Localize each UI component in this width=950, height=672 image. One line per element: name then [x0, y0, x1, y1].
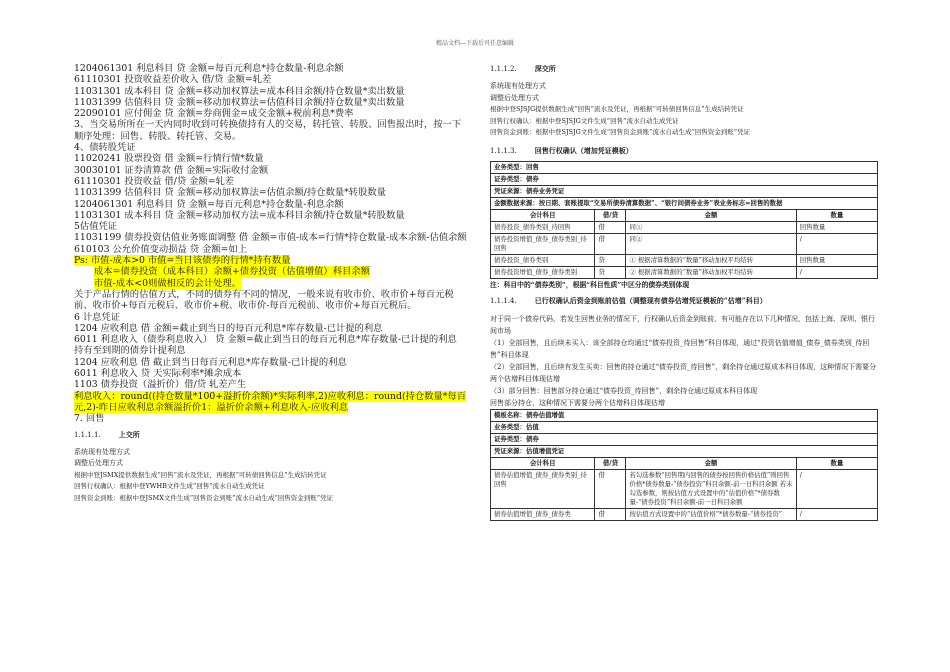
subsection-title: 上交所 [118, 429, 140, 439]
text-paragraph: （2）全部回售，且后续有发生买卖：回售的持仓通过“债券投资_待回售”，剩余持仓通过原成本科目体现，这种情况下需要分两个估增科目体现估增 [490, 362, 877, 383]
table-cell: / [796, 508, 877, 520]
text-paragraph: 3、当交易所所在一天内同时收到可转换债持有人的交易，转托管、转股、回售报出时，按一下顺序处理：回售、转股、转托管、交易。 [74, 119, 462, 142]
table-cell: / [796, 469, 877, 508]
text-line: 1204 应收利息 借 截止到当日每百元利息*库存数量-已计提的利息 [74, 356, 347, 368]
column-header: 会计科目 [491, 457, 595, 469]
column-header: 借/贷 [595, 457, 626, 469]
section-heading: 5估值凭证 [74, 221, 118, 233]
text-line: 6011 利息收入（债券利息收入） 贷 金额=截止到当日的每百元利息*库存数量-已计提的利息 [74, 334, 457, 346]
column-header: 金额 [626, 209, 796, 221]
table-note: 注：科目中的“债券类别”，根据“科目性质”中区分的债券类别体现 [490, 280, 690, 289]
table-cell: 回售数量 [796, 254, 877, 266]
valuation-template-table [490, 409, 878, 521]
table-header-row [491, 457, 878, 469]
table-cell: ① 根据清算数据的“数量”移动加权平均结转 [626, 254, 796, 266]
subsection-title: 已行权确认后资金到账前估值（调整现有债券估增凭证模板的“估增”科目） [534, 295, 767, 305]
column-header: 借/贷 [595, 209, 626, 221]
column-header: 会计科目 [491, 209, 595, 221]
table-cell: 贷 [595, 266, 626, 278]
subsection-title: 回售行权确认（增加凭证模板） [534, 145, 633, 155]
text-line: 1204061301 利息科目 贷 金额=每百元利息*持仓数量-利息余额 [74, 198, 344, 210]
subsection-title: 深交所 [534, 64, 556, 73]
section-heading: 6 计息凭证 [74, 311, 121, 323]
table-info-row: 证券类型：债券 [491, 433, 878, 445]
text-line: 11031301 成本科目 贷 金额=移动加权算法=成本科目余额/持仓数量*卖出数量 [74, 85, 405, 97]
table-info-row: 凭证来源：估值增值凭证 [491, 445, 878, 457]
text-line: 11031399 估值科目 贷 金额=移动加权算法=估值余额/持仓数量*转股数量 [74, 187, 386, 199]
table-cell: 借 [595, 233, 626, 254]
table-info-row: 凭证来源：债券业务凭证 [491, 185, 878, 197]
text-line: 调整后处理方式 [490, 93, 539, 102]
table-cell: 若勾选参数“回售期内回售的债券按回售价格估值”则回售价格*债券数量-“债券投资”科目余额-前一日科目余额 若未勾选参数，则按估值方式设置中的“估值价格”*债券数量-“债券投资”科目余额-前一日科目余额 [626, 469, 796, 508]
table-cell: / [796, 233, 877, 254]
text-paragraph: 对于同一个债券代码，若发生回售业务的情况下，行权确认后资金到账前，有可能存在以下几种情况，包括上海、深圳、银行间市场 [490, 314, 875, 335]
table-cell: 债券投资增值_债券_债券类别_待回售 [491, 233, 595, 254]
table-info-row: 模板名称：债券估值增值 [491, 409, 878, 421]
table-cell: 按估值方式设置中的“估值价格”*债券数量-“债券投资” [626, 508, 796, 520]
table-row [491, 221, 878, 233]
text-line: 回售资金到账：根据中登SJSJG文件生成“回售资金到账”流水自动生成“回售资金到账”凭证 [490, 128, 751, 136]
table-cell: 借 [595, 469, 626, 508]
table-row [491, 233, 878, 254]
highlight-line: 市值-成本<0则做相反的会计处理。 [94, 277, 242, 289]
text-line: 11031399 估值科目 贷 金额=移动加权算法=估值科目余额/持仓数量*卖出数量 [74, 96, 405, 108]
text-line: 回售行权确认：根据中登YWHB文件生成“回售”流水自动生成凭证 [74, 482, 265, 490]
column-header: 数量 [796, 457, 877, 469]
text-line: 11031301 成本科目 贷 金额=移动加权方法=成本科目余额/持仓数量*转股数量 [74, 209, 405, 221]
text-line: 根据中登SJSJG提供数据生成“回售”流水及凭证，再根据“可转债回售信息”生成结转凭证 [490, 105, 744, 113]
text-line: 30030101 证券清算款 借 金额=实际收付金额 [74, 164, 269, 176]
page-header: 精品文档---下载后可任意编辑 [435, 40, 515, 47]
highlight-line: Ps: 市值-成本>0 市值=当日该债券的行情*持有数量 [74, 255, 291, 267]
text-line: 持有至到期的债券计提利息 [74, 345, 186, 357]
text-line: 61110301 投资收益差价收入 借/贷 金额=轧差 [74, 74, 272, 86]
text-line: 1204 应收利息 借 金额=截止到当日的每百元利息*库存数量-已计提的利息 [74, 322, 383, 334]
subsection-number: 1.1.1.4. [490, 296, 517, 305]
text-line: 系统现有处理方式 [490, 82, 546, 90]
table-cell: 债券投资_债券类别 [491, 254, 595, 266]
highlight-paragraph: 利息收入：round((持仓数量*100+溢折价余额)*实际利率,2)应收利息：round(持仓数量*每百元,2)-昨日应收利息余额溢折价1：溢折价余额+利息收入-应收利息 [74, 390, 467, 413]
text-paragraph: 关于产品行情的估值方式，不同的债券有不同的情况，一般来说有收市价、收市价+每百元税前、收市价+每百元税后、收市价+税、收市价-每百元税前、收市价+每百元税后。 [74, 288, 454, 312]
section-heading: 7. 回售 [74, 413, 105, 425]
table-cell: ② 根据清算数据的“数量”移动加权平均结转 [626, 266, 796, 278]
table-cell: 借 [595, 221, 626, 233]
text-paragraph: 11031199 债券投资估值业务账面调整 借 金额=市值-成本=行情*持仓数量-成本余额-估值余额 [74, 232, 467, 244]
table-cell: 借 [595, 508, 626, 520]
right-column [490, 63, 878, 521]
table-cell: 债券估值增值_债券_债券类别_待回售 [491, 469, 595, 508]
table-cell: 回售数量 [796, 221, 877, 233]
subsection-number: 1.1.1.3. [490, 146, 517, 155]
text-line: 回售资金到账：根据中登JSMX文件生成“回售资金到账”流水自动生成“回售资金到账”凭证 [74, 493, 334, 502]
table-cell: 债券投资_债券类别_待回售 [491, 221, 595, 233]
text-line: 22090101 应付佣金 贷 金额=券商佣金=成交金额+税前利息*费率 [74, 108, 354, 120]
column-header: 数量 [796, 209, 877, 221]
text-line: 调整后处理方式 [74, 459, 123, 467]
subsection-number: 1.1.1.1. [74, 430, 101, 439]
text-paragraph: （3）部分回售：回售部分持仓通过“债券投资_待回售”，剩余持仓通过原成本科目体现 [490, 386, 758, 395]
table-cell: 债券估值增值_债券_债券类 [491, 508, 595, 520]
subsection-number: 1.1.1.2. [490, 65, 517, 73]
text-line: 11020241 股票投资 借 金额=行情行情*数量 [74, 153, 264, 165]
table-info-row: 金额数据来源：按日期、套账提取“交易所债券清算数据”、“银行间债券业务”表业务标志=回售的数据 [491, 197, 878, 209]
subsection-heading [490, 295, 878, 307]
text-line: 1103 债券投资（溢折价）借/贷 轧差产生 [74, 379, 247, 391]
subsection-heading [74, 429, 469, 441]
text-line: 系统现有处理方式 [74, 447, 130, 456]
table-cell: 同② [626, 233, 796, 254]
subsection-heading [490, 63, 878, 75]
table-cell: 同① [626, 221, 796, 233]
table-info-row: 业务类型：回售 [491, 161, 878, 173]
highlight-line: 成本=债券投资（成本科目）余额+债券投资（估值增值）科目余额 [94, 266, 370, 278]
column-header: 金额 [626, 457, 796, 469]
table-header-row [491, 209, 878, 221]
table-row [491, 508, 878, 520]
text-line: 6011 利息收入 贷 天实际利率*摊余成本 [74, 368, 242, 380]
table-info-row: 业务类型：估值 [491, 421, 878, 433]
table-cell: 债券投资增值_债券_债券类别 [491, 266, 595, 278]
section-heading: 4、债转股凭证 [74, 142, 136, 154]
text-paragraph: 回售部分持仓，这种情况下需要分两个估增科目体现估增 [490, 398, 665, 407]
table-row [491, 266, 878, 278]
text-line: 回售行权确认：根据中登SJSJG文件生成“回售”流水自动生成凭证 [490, 116, 679, 125]
voucher-template-table [490, 161, 878, 279]
table-cell: 贷 [595, 254, 626, 266]
table-cell: / [796, 266, 877, 278]
left-column [74, 63, 469, 504]
subsection-heading [490, 145, 878, 157]
text-line: 根据中登JSMX提供数据生成“回售”流水及凭证，再根据“可转债回售信息”生成结转凭证 [74, 470, 327, 479]
text-line: 610103 公允价值变动损益 贷 金额=如上 [74, 243, 248, 255]
table-row [491, 469, 878, 508]
text-paragraph: （1）全部回售，且后续未买入：该全部持仓均通过“债券投资_待回售”科目体现，通过“投资估值增值_债券_债券类别_待回售”科目体现 [490, 338, 870, 359]
text-line: 1204061301 利息科目 贷 金额=每百元利息*持仓数量-利息余额 [74, 63, 344, 74]
table-info-row: 证券类型：债券 [491, 173, 878, 185]
text-line: 61110301 投资收益 借/贷 金额=轧差 [74, 175, 235, 187]
table-row [491, 254, 878, 266]
